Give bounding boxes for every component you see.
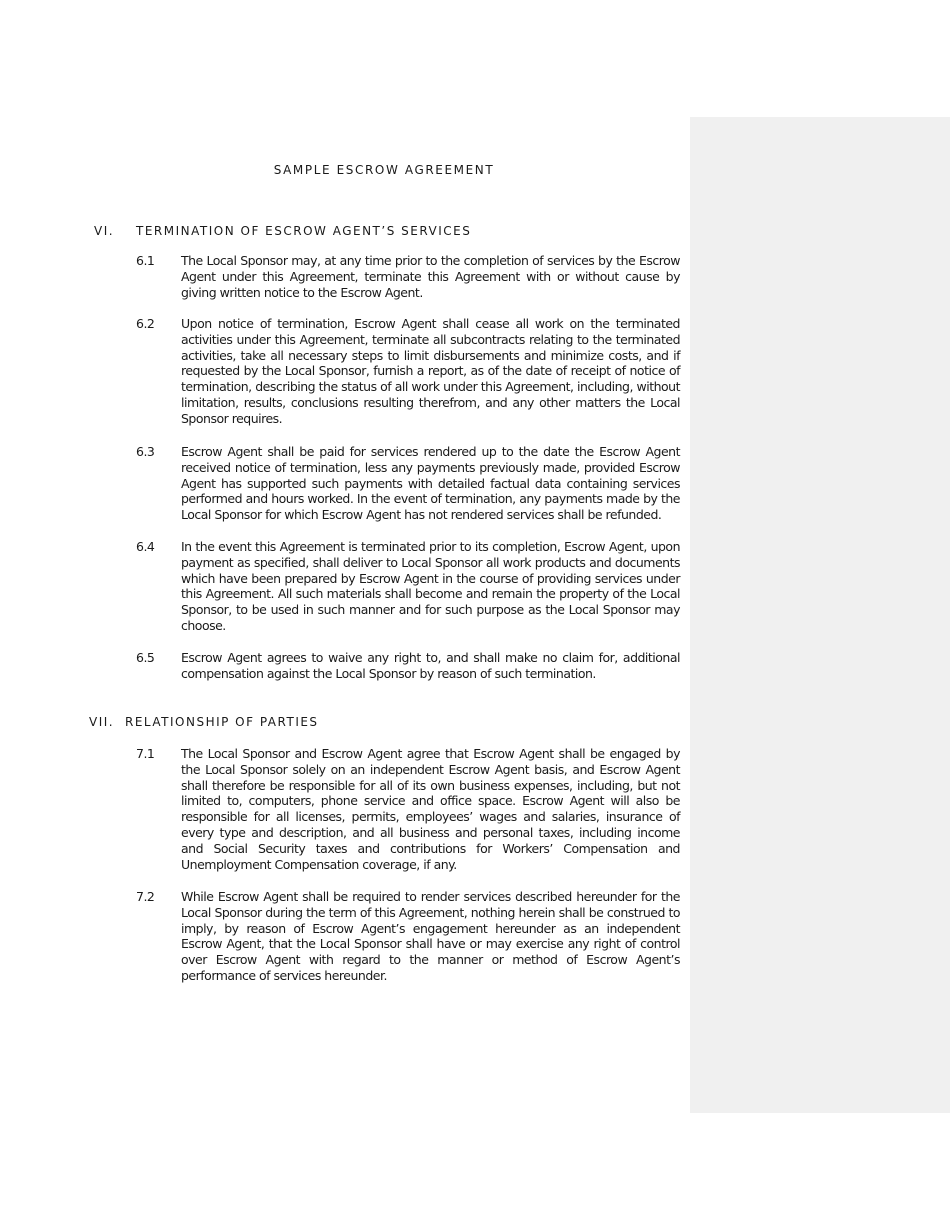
clause-text: Escrow Agent agrees to waive any right to, and shall make no claim for, additional compensation against the Local Sponsor by reason of such termination. [181,650,680,681]
clause-6-3 [136,444,680,523]
clause-number: 7.1 [136,746,155,761]
clause-6-5 [136,650,680,682]
section-number: VII. [89,715,115,729]
clause-7-2 [136,889,680,984]
clause-number: 6.5 [136,650,155,665]
clause-number: 6.2 [136,316,155,331]
clause-text: Escrow Agent shall be paid for services rendered up to the date the Escrow Agent received notice of termination, less any payments previously made, provided Escrow Agent has supported such payments with detailed factual data containing services performed and hours worked. In the event of termination, any payments made by the Local Sponsor for which Escrow Agent has not rendered services shall be refunded. [181,444,680,523]
clause-6-4 [136,539,680,634]
clause-text: The Local Sponsor and Escrow Agent agree that Escrow Agent shall be engaged by the Local Sponsor solely on an independent Escrow Agent basis, and Escrow Agent shall therefore be responsible for all of its own business expenses, including, but not limited to, computers, phone service and office space. Escrow Agent will also be responsible for all licenses, permits, employees’ wages and salaries, insurance of every type and description, and all business and personal taxes, including income and Social Security taxes and contributions for Workers’ Compensation and Unemployment Compensation coverage, if any. [181,746,680,872]
clause-number: 6.1 [136,253,155,268]
clause-number: 6.3 [136,444,155,459]
section-title: RELATIONSHIP OF PARTIES [125,715,319,729]
section-title: TERMINATION OF ESCROW AGENT’S SERVICES [136,224,472,238]
comment-margin-pane [690,117,950,1113]
clause-7-1 [136,746,680,872]
document-title: SAMPLE ESCROW AGREEMENT [273,163,495,177]
clause-text: While Escrow Agent shall be required to render services described hereunder for the Local Sponsor during the term of this Agreement, nothing herein shall be construed to imply, by reason of Escrow Agent’s engagement hereunder as an independent Escrow Agent, that the Local Sponsor shall have or may exercise any right of control over Escrow Agent with regard to the manner or method of Escrow Agent’s performance of services hereunder. [181,889,680,983]
clause-number: 7.2 [136,889,155,904]
section-number: VI. [94,224,115,238]
clause-number: 6.4 [136,539,155,554]
section-heading-relationship [89,715,319,729]
clause-text: The Local Sponsor may, at any time prior to the completion of services by the Escrow Agent under this Agreement, terminate this Agreement with or without cause by giving written notice to the Escrow Agent. [181,253,680,300]
clause-text: Upon notice of termination, Escrow Agent shall cease all work on the terminated activities under this Agreement, terminate all subcontracts relating to the terminated activities, take all necessary steps to limit disbursements and minimize costs, and if requested by the Local Sponsor, furnish a report, as of the date of receipt of notice of termination, describing the status of all work under this Agreement, including, without limitation, results, conclusions resulting therefrom, and any other matters the Local Sponsor requires. [181,316,680,426]
clause-6-1 [136,253,680,300]
section-heading-termination [94,224,471,238]
clause-6-2 [136,316,680,427]
clause-text: In the event this Agreement is terminated prior to its completion, Escrow Agent, upon payment as specified, shall deliver to Local Sponsor all work products and documents which have been prepared by Escrow Agent in the course of providing services under this Agreement. All such materials shall become and remain the property of the Local Sponsor, to be used in such manner and for such purpose as the Local Sponsor may choose. [181,539,680,633]
